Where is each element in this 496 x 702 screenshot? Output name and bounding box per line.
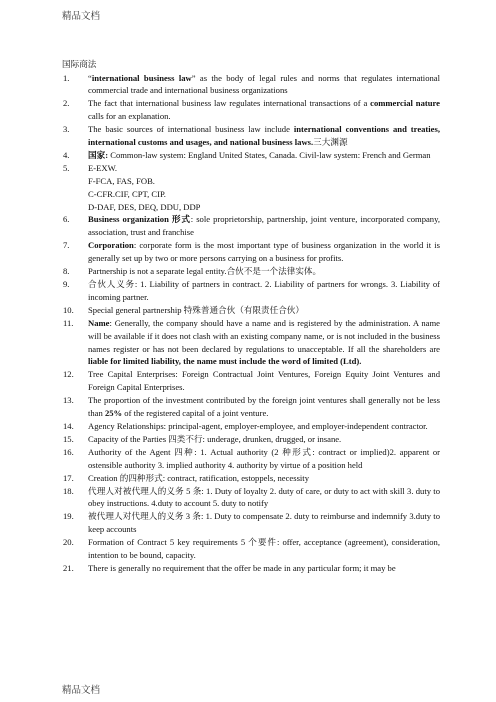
list-item bbox=[62, 72, 440, 98]
list-item bbox=[62, 188, 440, 201]
list-item bbox=[62, 433, 440, 446]
list-item bbox=[62, 446, 440, 472]
item-number: 8. bbox=[63, 266, 70, 277]
list-item bbox=[62, 368, 440, 394]
item-text: The basic sources of international business law include bbox=[88, 124, 294, 135]
item-number: 6. bbox=[63, 214, 70, 225]
list-item bbox=[62, 536, 440, 562]
list-item bbox=[62, 420, 440, 433]
page-footer: 精品文档 bbox=[62, 686, 101, 696]
item-text: 被代理人对代理人的义务 3 条: 1. Duty to compensate 2. duty to reimburse and indemnify 3.duty to keep accounts bbox=[88, 511, 440, 535]
item-number: 18. bbox=[63, 485, 74, 496]
item-text: Creation 的四种形式: contract, ratification, estoppels, necessity bbox=[88, 472, 309, 483]
bold-text: Name bbox=[88, 317, 110, 328]
section-title: 国际商法 bbox=[62, 59, 97, 69]
item-text: Special general partnership 特殊普通合伙（有限责任合伙） bbox=[88, 304, 304, 315]
bold-text: Corporation bbox=[88, 240, 134, 251]
list-item bbox=[62, 472, 440, 485]
item-number: 11. bbox=[63, 317, 74, 328]
item-text: : corporate form is the most important type of business organization in the world it is generally set up by two or more persons carrying on a business for profits. bbox=[88, 240, 440, 264]
bold-text: Business organization 形式 bbox=[88, 214, 191, 225]
numbered-list bbox=[62, 72, 440, 575]
item-text: : sole proprietorship, partnership, joint venture, incorporated company, association, trust and franchise bbox=[88, 214, 440, 238]
item-number: 12. bbox=[63, 369, 74, 380]
list-item bbox=[62, 394, 440, 420]
item-number: 5. bbox=[63, 162, 70, 173]
bold-text: commercial nature bbox=[370, 98, 440, 109]
item-text: Formation of Contract 5 key requirements 5 个要件: offer, acceptance (agreement), consideration, intention to be bound, capacity. bbox=[88, 537, 440, 561]
item-number: 14. bbox=[63, 420, 74, 431]
item-text: 三大渊源 bbox=[313, 137, 348, 148]
list-item bbox=[62, 265, 440, 278]
item-text: C-CFR.CIF, CPT, CIP. bbox=[88, 188, 166, 199]
item-text: D-DAF, DES, DEQ, DDU, DDP bbox=[88, 201, 201, 212]
item-text: of the registered capital of a joint venture. bbox=[122, 408, 269, 419]
bold-text: liable for limited liability, the name must include the word of limited (Ltd). bbox=[88, 356, 362, 367]
item-text: 代理人对被代理人的义务 5 条: 1. Duty of loyalty 2. duty of care, or duty to act with skill 3. duty to obey instructions. 4.duty to account 5. duty to notify bbox=[88, 485, 440, 509]
item-number: 15. bbox=[63, 433, 74, 444]
item-text: “ bbox=[88, 72, 92, 83]
item-number: 19. bbox=[63, 511, 74, 522]
item-text: There is generally no requirement that the offer be made in any particular form; it may be bbox=[88, 562, 396, 573]
item-number: 20. bbox=[63, 537, 74, 548]
page-header: 精品文档 bbox=[62, 12, 101, 22]
list-item bbox=[62, 175, 440, 188]
list-item bbox=[62, 510, 440, 536]
list-item bbox=[62, 201, 440, 214]
item-text: 合伙人义务: 1. Liability of partners in contract. 2. Liability of partners for wrongs. 3. Liability of incoming partner. bbox=[88, 279, 440, 302]
item-text: E-EXW. bbox=[88, 162, 118, 173]
bold-text: international conventions and treaties, international customs and usages, and national business laws. bbox=[88, 124, 440, 148]
list-item bbox=[62, 239, 440, 265]
list-item bbox=[62, 149, 440, 162]
bold-text: 25% bbox=[104, 408, 123, 419]
list-item bbox=[62, 278, 440, 304]
list-item bbox=[62, 562, 440, 575]
bold-text: 国家: bbox=[88, 149, 109, 160]
list-item bbox=[62, 304, 440, 317]
item-text: Common-law system: England United States, Canada. Civil-law system: French and German bbox=[108, 149, 431, 160]
list-item bbox=[62, 317, 440, 369]
item-text: Partnership is not a separate legal entity.合伙不是一个法律实体。 bbox=[88, 266, 322, 277]
list-item bbox=[62, 485, 440, 511]
item-text: calls for an explanation. bbox=[88, 111, 171, 122]
item-number: 4. bbox=[63, 149, 70, 160]
item-number: 2. bbox=[63, 98, 70, 109]
item-text: F-FCA, FAS, FOB. bbox=[88, 175, 155, 186]
item-text: : Generally, the company should have a name and is registered by the administration. A name will be available if it does not clash with an existing company name, or is not included in the business names register or has not been declared by regulations to unacceptable. If all the shareholders are bbox=[88, 317, 440, 354]
item-number: 17. bbox=[63, 472, 74, 483]
item-number: 21. bbox=[63, 562, 74, 573]
bold-text: international business law bbox=[91, 72, 192, 83]
item-number: 10. bbox=[63, 304, 74, 315]
item-text: Capacity of the Parties 四类不行: underage, drunken, drugged, or insane. bbox=[88, 433, 342, 444]
list-item bbox=[62, 123, 440, 149]
item-number: 3. bbox=[63, 124, 70, 135]
list-item bbox=[62, 213, 440, 239]
item-number: 1. bbox=[63, 72, 70, 83]
item-text: The fact that international business law regulates international transactions of a bbox=[88, 98, 371, 109]
item-text: Tree Capital Enterprises: Foreign Contractual Joint Ventures, Foreign Equity Joint Ventures and Foreign Capital Enterprises. bbox=[88, 369, 440, 393]
item-number: 16. bbox=[63, 446, 74, 457]
list-item bbox=[62, 97, 440, 123]
item-number: 13. bbox=[63, 395, 74, 406]
list-item bbox=[62, 162, 440, 175]
item-number: 9. bbox=[63, 279, 70, 289]
item-number: 7. bbox=[63, 240, 70, 251]
document-body bbox=[62, 58, 440, 575]
item-text: The proportion of the investment contributed by the foreign joint ventures shall generally not be less than bbox=[88, 395, 440, 419]
item-text: Authority of the Agent 四种: 1. Actual authority (2 种形式: contract or implied)2. apparent or ostensible authority 3. implied authority 4. authority by virtue of a position held bbox=[88, 446, 440, 470]
item-text: ” as the body of legal rules and norms that regulates international commercial trade and international business organizations bbox=[88, 72, 440, 96]
item-text: Agency Relationships: principal-agent, employer-employee, and employer-independent contractor. bbox=[88, 420, 428, 431]
